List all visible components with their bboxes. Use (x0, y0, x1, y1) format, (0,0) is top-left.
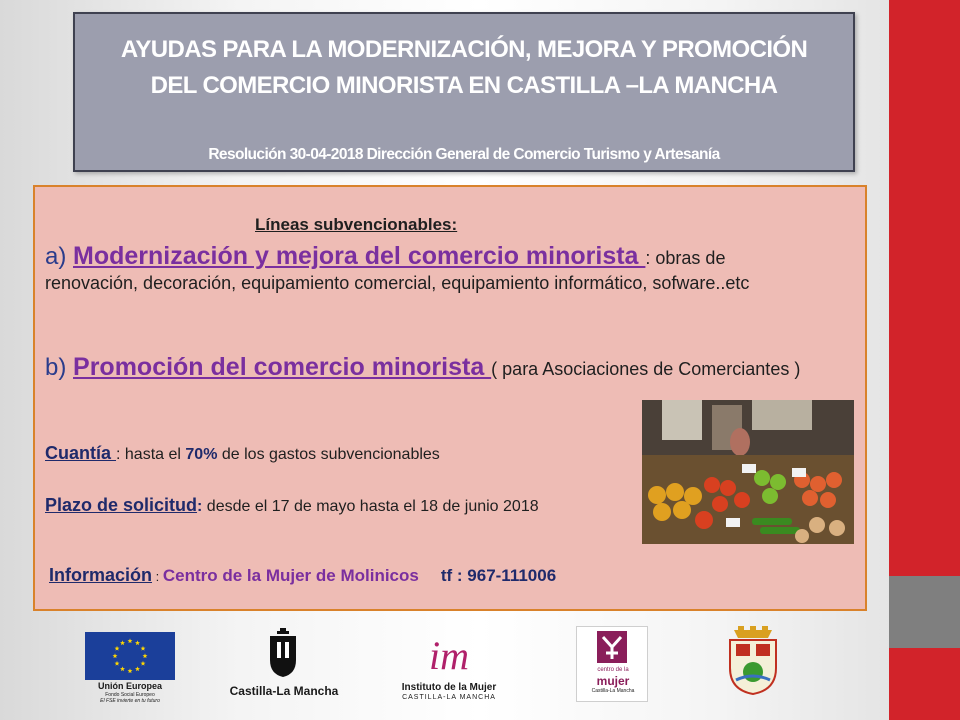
eu-logo (82, 630, 178, 706)
im-monogram-icon: im (429, 633, 469, 678)
content-box (33, 185, 867, 611)
line-a (45, 242, 857, 295)
line-b (45, 353, 825, 382)
line-a-letter: a) (45, 243, 74, 270)
slide-title (85, 32, 843, 104)
side-bar-red-bottom (889, 648, 960, 720)
cuantia-label: Cuantía (45, 443, 117, 463)
plazo-colon: : (197, 498, 203, 515)
cuantia-row (45, 443, 440, 464)
centro-line1: centro de la (597, 667, 629, 673)
market-photo (642, 400, 854, 544)
plazo-row (45, 495, 539, 516)
eu-logo-name: Unión Europea (97, 681, 162, 691)
title-line-1: AYUDAS PARA LA MODERNIZACIÓN, MEJORA Y PROMOCIÓN (120, 36, 808, 63)
centro-mujer-symbol-icon (597, 631, 627, 663)
info-tf-label: tf : (440, 566, 468, 585)
side-bar-red-top (889, 0, 960, 576)
cuantia-percent: 70% (185, 446, 218, 463)
centro-line2: mujer (596, 674, 630, 688)
title-box (73, 12, 855, 172)
info-colon: : (152, 569, 163, 584)
instituto-mujer-logo (382, 633, 516, 702)
eu-logo-line2: El FSE invierte en tu futuro (100, 698, 160, 704)
cuantia-pre: : hasta el (116, 446, 186, 463)
plazo-label: Plazo de solicitud (45, 495, 198, 515)
centro-mujer-logo (576, 626, 648, 702)
im-logo-name: Instituto de la Mujer (401, 682, 497, 693)
info-row (49, 565, 556, 586)
castle-shield-icon (268, 628, 298, 678)
coat-of-arms-icon (722, 626, 784, 696)
centro-line3: Castilla-La Mancha (591, 688, 635, 694)
cuantia-post: de los gastos subvencionables (217, 446, 440, 463)
eu-logo-line1: Fondo Social Europeo (105, 692, 155, 698)
clm-logo (226, 628, 342, 702)
info-center: Centro de la Mujer de Molinicos (162, 566, 419, 585)
coat-of-arms-logo (722, 626, 790, 698)
plazo-text: desde el 17 de mayo hasta el 18 de junio 2018 (202, 498, 539, 515)
title-line-2: DEL COMERCIO MINORISTA EN CASTILLA –LA MANCHA (150, 72, 778, 99)
info-label: Información (49, 565, 153, 585)
lineas-heading: Líneas subvencionables: (255, 215, 458, 234)
line-b-title: Promoción del comercio minorista (73, 353, 492, 381)
eu-flag-icon (85, 632, 175, 680)
line-b-desc: ( para Asociaciones de Comerciantes ) (491, 359, 801, 379)
info-phone: 967-111006 (467, 566, 557, 585)
line-a-desc: renovación, decoración, equipamiento comercial, equipamiento informático, sofware..etc (45, 273, 750, 293)
resolution-subtitle: Resolución 30-04-2018 Dirección General de Comercio Turismo y Artesanía (208, 146, 720, 163)
im-logo-sub: CASTILLA-LA MANCHA (402, 694, 496, 701)
line-a-desc-inline: : obras de (645, 248, 726, 268)
side-bar-gray (889, 576, 960, 648)
clm-logo-name: Castilla-La Mancha (229, 684, 339, 698)
line-a-title: Modernización y mejora del comercio minorista (73, 242, 646, 270)
line-b-letter: b) (45, 354, 74, 381)
